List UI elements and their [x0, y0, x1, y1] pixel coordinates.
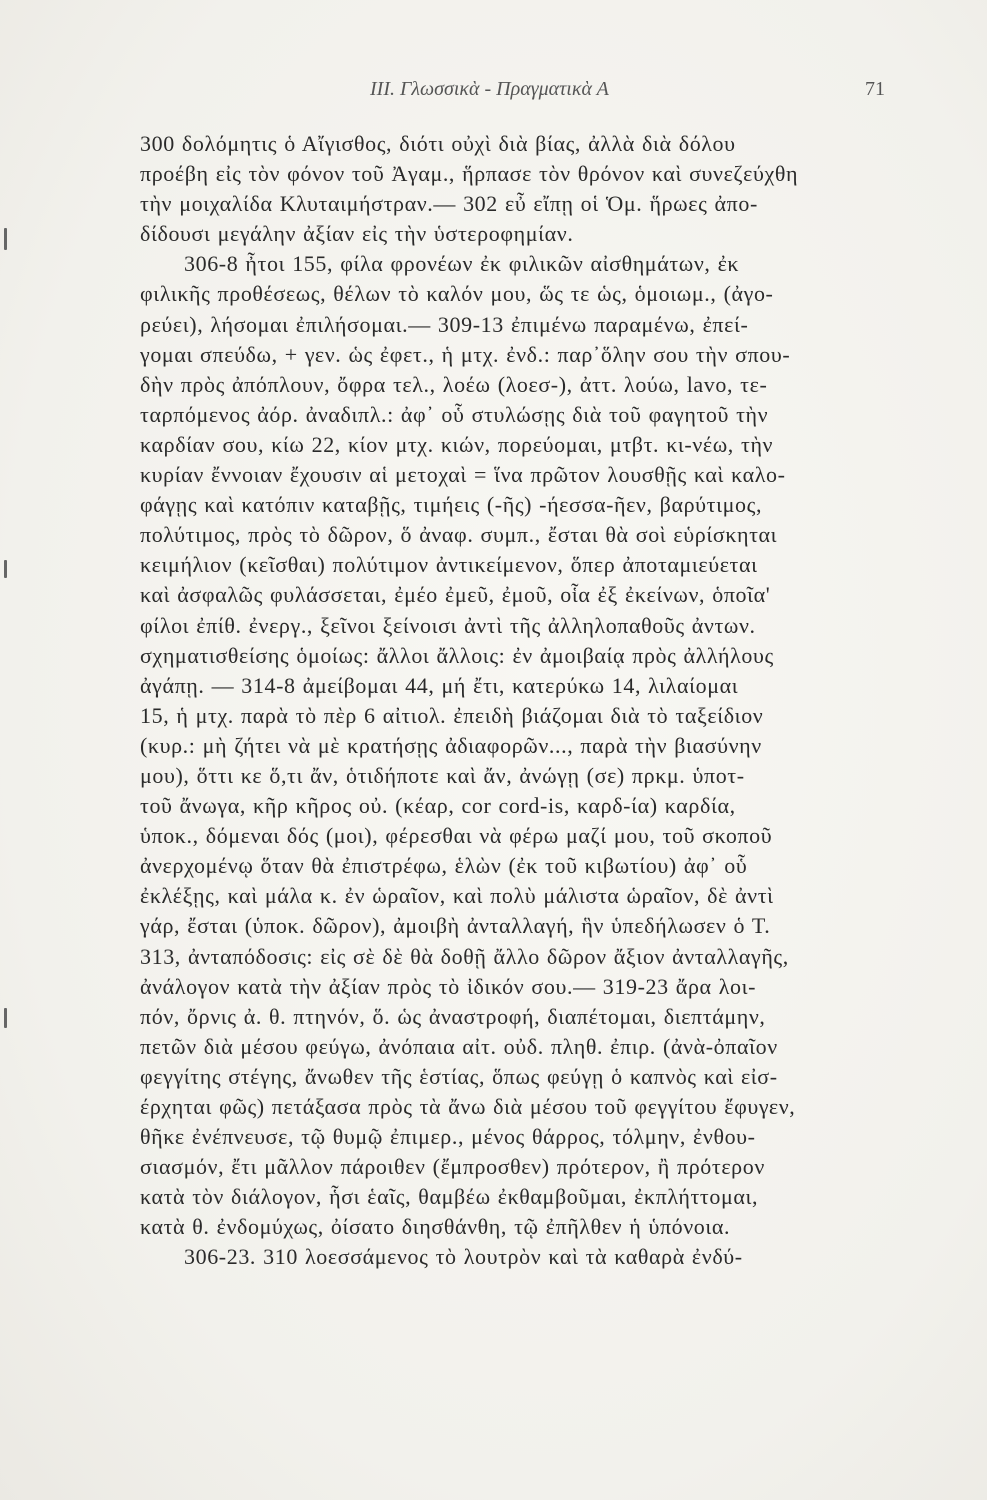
- text-line: ρεύει), λήσομαι ἐπιλήσομαι.— 309-13 ἐπιμένω παραμένω, ἐπεί-: [140, 311, 749, 337]
- text-line: καὶ ἀσφαλῶς φυλάσσεται, ἐμέο ἐμεῦ, ἐμοῦ, οἷα ἐξ ἐκείνων, ὁποῖα': [140, 582, 771, 608]
- text-line: πετῶν διὰ μέσου φεύγω, ἀνόπαια αἰτ. οὐδ. πληθ. ἐπιρ. (ἀνὰ-ὀπαῖον: [140, 1033, 778, 1059]
- text-line: 313, ἀνταπόδοσις: εἰς σὲ δὲ θὰ δοθῇ ἄλλο δῶρον ἄξιον ἀνταλλαγῆς,: [140, 943, 789, 969]
- text-line: φεγγίτης στέγης, ἄνωθεν τῆς ἑστίας, ὅπως φεύγῃ ὁ καπνὸς καὶ εἰσ-: [140, 1063, 778, 1089]
- text-line: ἀνερχομένῳ ὅταν θὰ ἐπιστρέφω, ἑλὼν (ἐκ τοῦ κιβωτίου) ἀφ᾽ οὗ: [140, 853, 748, 879]
- text-line: ὑποκ., δόμεναι δός (μοι), φέρεσθαι νὰ φέρω μαζί μου, τοῦ σκοποῦ: [140, 823, 773, 849]
- text-line: φιλικῆς προθέσεως, θέλων τὸ καλόν μου, ὥς τε ὡς, ὁμοιωμ., (ἀγο-: [140, 281, 774, 307]
- text-line: ἐκλέξῃς, καὶ μάλα κ. ἐν ὡραῖον, καὶ πολὺ μάλιστα ὡραῖον, δὲ ἀντὶ: [140, 883, 774, 909]
- text-line: έρχηται φῶς) πετάξασα πρὸς τὰ ἄνω διὰ μέσου τοῦ φεγγίτου ἔφυγεν,: [140, 1094, 796, 1119]
- text-line: γάρ, ἔσται (ὑποκ. δῶρον), ἀμοιβὴ ἀνταλλαγή, ἣν ὑπεδήλωσεν ὁ Τ.: [140, 913, 771, 939]
- body-text: [140, 129, 920, 1273]
- margin-mark: [4, 1008, 7, 1028]
- text-line: πόν, ὄρνις ἀ. θ. πτηνόν, ὅ. ὡς ἀναστροφή, διαπέτομαι, διεπτάμην,: [140, 1003, 766, 1029]
- text-line: γομαι σπεύδω, + γεν. ὡς ἐφετ., ἡ μτχ. ἐνδ.: παρ᾽ὅλην σου τὴν σπου-: [140, 341, 791, 367]
- text-line: μου), ὅττι κε ὅ,τι ἄν, ὁτιδήποτε καὶ ἄν, ἀνώγῃ (σε) πρκμ. ὑποτ-: [140, 762, 745, 788]
- text-line: φάγῃς καὶ κατόπιν καταβῇς, τιμήεις (-ῆς) -ήεσσα-ῆεν, βαρύτιμος,: [140, 492, 763, 518]
- text-line: δὴν πρὸς ἀπόπλουν, ὄφρα τελ., λοέω (λοεσ-), ἀττ. λούω, lavo, τε-: [140, 371, 768, 397]
- text-line: σιασμόν, ἔτι μᾶλλον πάροιθεν (ἔμπροσθεν) πρότερον, ἢ πρότερον: [140, 1154, 765, 1180]
- text-line: προέβη εἰς τὸν φόνον τοῦ Ἀγαμ., ἥρπασε τὸν θρόνον καὶ συνεζεύχθη: [140, 161, 799, 187]
- text-line: δίδουσι μεγάλην ἀξίαν εἰς τὴν ὑστεροφημίαν.: [140, 221, 574, 247]
- text-line: 306-8 ἦτοι 155, φίλα φρονέων ἐκ φιλικῶν αἰσθημάτων, ἐκ: [184, 251, 740, 277]
- text-line: κατὰ τὸν διάλογον, ἧσι ἑαῖς, θαμβέω ἐκθαμβοῦμαι, ἐκπλήττομαι,: [140, 1184, 759, 1210]
- text-line: (κυρ.: μὴ ζήτει νὰ μὲ κρατήσῃς ἀδιαφορῶν..., παρὰ τὴν βιασύνην: [140, 732, 762, 758]
- text-line: καρδίαν σου, κίω 22, κίον μτχ. κιών, πορεύομαι, μτβτ. κι-νέω, τὴν: [140, 431, 774, 457]
- margin-mark: [4, 560, 7, 578]
- text-line: 300 δολόμητις ὁ Αἴγισθος, διότι οὐχὶ διὰ βίας, ἀλλὰ διὰ δόλου: [140, 131, 736, 156]
- page-number: 71: [865, 78, 885, 100]
- text-line: 306-23. 310 λοεσσάμενος τὸ λουτρὸν καὶ τὰ καθαρὰ ἐνδύ-: [184, 1244, 743, 1270]
- text-line: 15, ἡ μτχ. παρὰ τὸ πὲρ 6 αἰτιολ. ἐπειδὴ βιάζομαι διὰ τὸ ταξείδιον: [140, 702, 764, 728]
- text-line: φίλοι ἐπίθ. ἐνεργ., ξεῖνοι ξείνοισι ἀντὶ τῆς ἀλληλοπαθοῦς ἀντων.: [140, 612, 756, 638]
- text-line: κατὰ θ. ἐνδομύχως, ὀίσατο διησθάνθη, τῷ ἐπῆλθεν ἡ ὑπόνοια.: [140, 1214, 731, 1240]
- running-head: [140, 78, 885, 106]
- margin-mark: [4, 228, 7, 250]
- text-line: τοῦ ἄνωγα, κῆρ κῆρος οὐ. (κέαρ, cor cord-is, καρδ-ία) καρδία,: [140, 793, 736, 819]
- text-line: ἀγάπῃ. — 314-8 ἀμείβομαι 44, μή ἔτι, κατερύκω 14, λιλαίομαι: [140, 672, 739, 698]
- text-line: κειμήλιον (κεῖσθαι) πολύτιμον ἀντικείμενον, ὅπερ ἀποταμιεύεται: [140, 552, 758, 578]
- text-line: πολύτιμος, πρὸς τὸ δῶρον, ὅ ἀναφ. συμπ., ἔσται θὰ σοὶ εὑρίσκηται: [140, 522, 778, 548]
- text-line: ἀνάλογον κατὰ τὴν ἀξίαν πρὸς τὸ ἰδικόν σου.— 319-23 ἄρα λοι-: [140, 973, 757, 999]
- text-line: κυρίαν ἔννοιαν ἔχουσιν αἱ μετοχαὶ = ἵνα πρῶτον λουσθῇς καὶ καλο-: [140, 462, 786, 488]
- text-line: σχηματισθείσης ὁμοίως: ἄλλοι ἄλλοις: ἐν ἀμοιβαίᾳ πρὸς ἀλλήλους: [140, 642, 774, 668]
- text-line: θῆκε ἐνέπνευσε, τῷ θυμῷ ἐπιμερ., μένος θάρρος, τόλμην, ἐνθου-: [140, 1124, 756, 1150]
- text-line: τὴν μοιχαλίδα Κλυταιμήστραν.— 302 εὖ εἴπῃ οἱ Ὁμ. ἥρωες ἀπο-: [140, 191, 758, 217]
- running-title: ΙΙΙ. Γλωσσικὰ - Πραγματικὰ Α: [370, 78, 609, 100]
- text-line: ταρπόμενος ἀόρ. ἀναδιπλ.: ἀφ᾽ οὗ στυλώσῃς διὰ τοῦ φαγητοῦ τὴν: [140, 401, 769, 427]
